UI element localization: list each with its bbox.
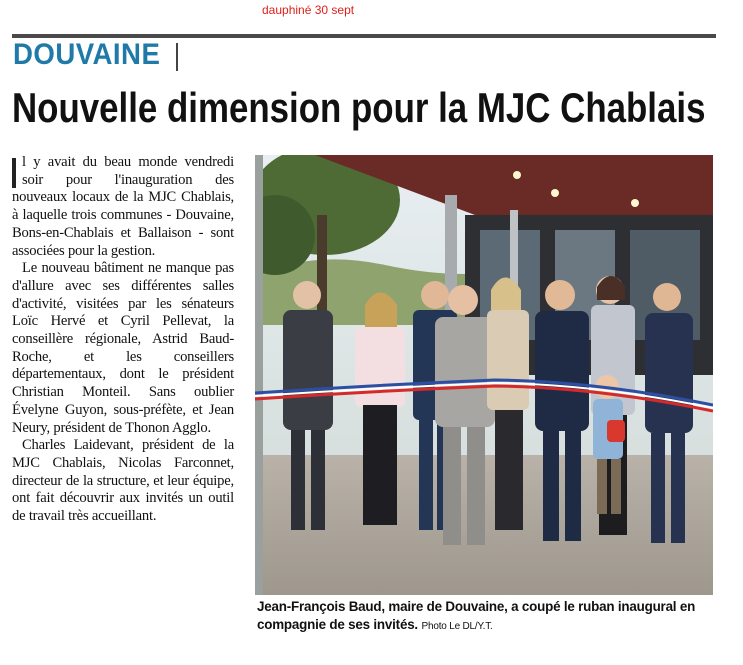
photo-illustration bbox=[255, 155, 713, 595]
source-note: dauphiné 30 sept bbox=[262, 3, 355, 17]
article-body bbox=[12, 154, 234, 526]
article-paragraph-1-text: l y avait du beau monde vendredi soir pour l'inauguration des nouveaux locaux de la MJC Chablais, à laquelle trois communes - Douvaine, Bons-en-Chablais et Ballaison - sont associées pour la gestion. bbox=[12, 154, 234, 259]
headline: Nouvelle dimension pour la MJC Chablais bbox=[12, 84, 706, 131]
article-paragraph-1 bbox=[12, 154, 234, 260]
article-paragraph-2: Le nouveau bâtiment ne manque pas d'allure avec ses différentes salles d'activité, visitées par les sénateurs Loïc Hervé et Cyril Pellevat, la conseillère régionale, Astrid Baud-Roche, et les conseillers départementaux, dont le président Christian Monteil. Sans oublier Évelyne Guyon, sous-préfète, et Jean Neury, président de Thonon Agglo. bbox=[12, 260, 234, 436]
photo-caption bbox=[257, 598, 717, 635]
caption-text: Jean-François Baud, maire de Douvaine, a coupé le ruban inaugural en compagnie de ses invités. bbox=[257, 599, 696, 632]
dropcap-i bbox=[12, 158, 16, 188]
section-divider bbox=[176, 43, 178, 71]
photo-credit: Photo Le DL/Y.T. bbox=[421, 620, 493, 632]
section-title: DOUVAINE bbox=[13, 38, 161, 71]
article-paragraph-3: Charles Laidevant, président de la MJC Chablais, Nicolas Farconnet, directeur de la structure, et leur équipe, ont fait découvrir aux invités un outil de travail très accueillant. bbox=[12, 437, 234, 525]
ribbon-cutting-photo bbox=[255, 155, 713, 595]
